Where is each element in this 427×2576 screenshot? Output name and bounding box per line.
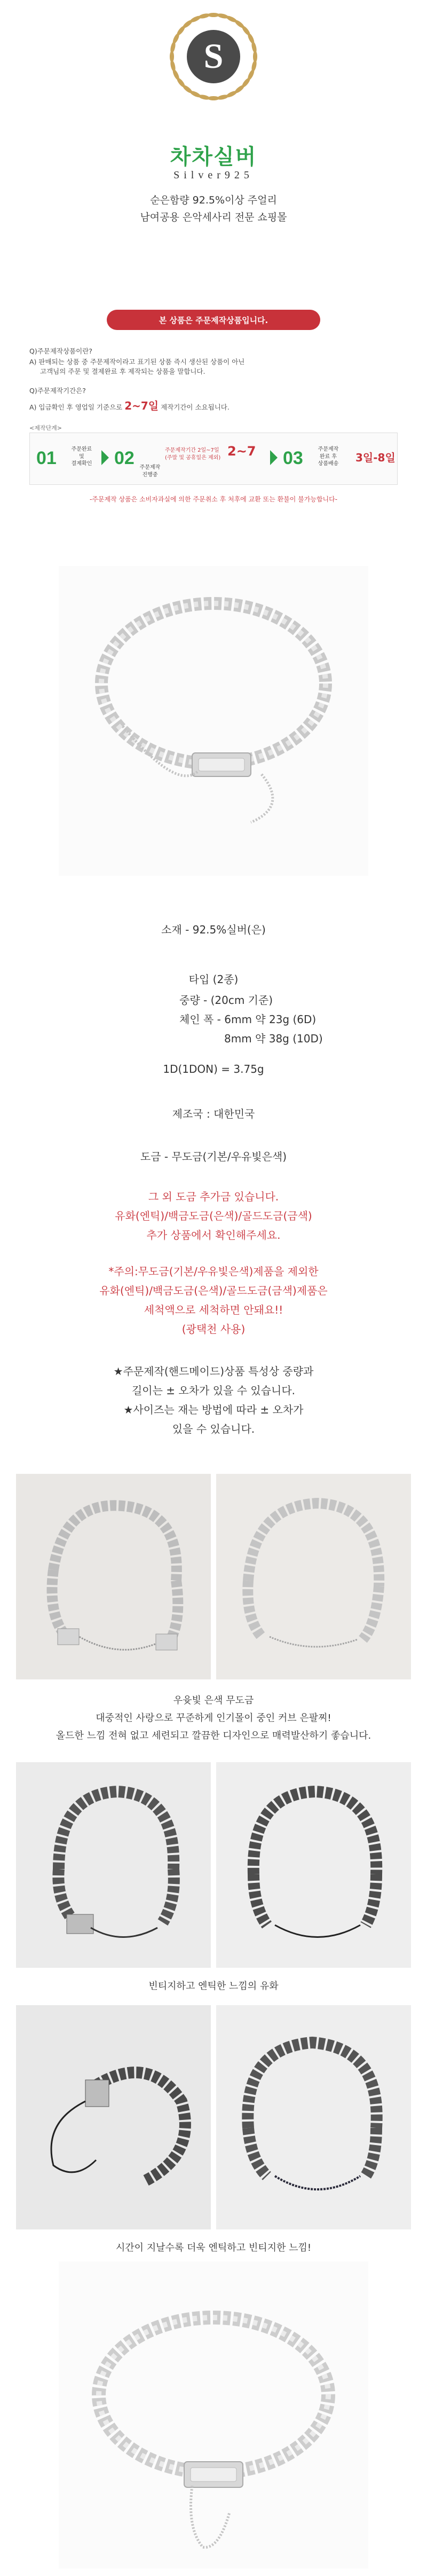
caption-silver-2: 대중적인 사랑으로 꾸준하게 인기몰이 중인 커브 은팔찌! — [96, 1713, 331, 1724]
bracelet-photo — [216, 1762, 411, 1968]
bracelet-photo-main — [59, 566, 368, 876]
notice-banner: 본 상품은 주문제작상품입니다. — [107, 310, 320, 330]
step-2-red-line2: (주말 및 공휴일은 제외) — [165, 455, 221, 461]
bracelet-photo — [16, 1474, 211, 1679]
type: 타입 (2종) — [188, 973, 239, 986]
step-3-text-line2: 완료 후 — [319, 453, 337, 460]
faq-question-1: Q)주문제작상품이란? — [29, 347, 92, 355]
production-days: 2~7일 — [124, 399, 159, 412]
custom-order-notice — [29, 299, 398, 503]
step-2-red-text — [165, 447, 220, 462]
brand-logo — [160, 3, 267, 110]
faq-question-2: Q)주문제작기간은? — [29, 387, 86, 395]
faq-answer-1-line1: A) 판매되는 상품 중 주문제작이라고 표기된 상품 즉시 생산된 상품이 아닌 — [29, 358, 245, 366]
step-1-number: 01 — [36, 448, 57, 468]
caution-4: (광택천 사용) — [181, 1323, 246, 1336]
product-photo-silver-1 — [16, 1474, 211, 1679]
step-2-red-line1: 주문제작기간 2일~7일 — [165, 447, 219, 453]
chain-6mm: 체인 폭 - 6mm 약 23g (6D) — [179, 1013, 317, 1026]
product-photo-silver-2 — [216, 1474, 411, 1679]
note-4: 있을 수 있습니다. — [172, 1423, 255, 1435]
product-photo-antique-2 — [216, 1762, 411, 1968]
faq-answer-2-suffix: 제작기간이 소요됩니다. — [161, 403, 230, 411]
caption-antique: 빈티지하고 엔틱한 느낌의 유화 — [148, 1981, 279, 1992]
logo-badge — [187, 30, 240, 83]
production-steps — [29, 433, 398, 485]
product-photo-antique-1 — [16, 1762, 211, 1968]
brand-name: 차차실버 — [170, 145, 257, 169]
product-photo-main — [59, 566, 368, 876]
chain-8mm: 8mm 약 38g (10D) — [224, 1032, 323, 1045]
step-3-text-line3: 상품배송 — [318, 461, 339, 467]
step-1-text — [65, 446, 98, 468]
bracelet-photo — [216, 1474, 411, 1679]
step-1-text-line3: 결제확인 — [71, 461, 92, 467]
note-2: 길이는 ± 오차가 있을 수 있습니다. — [131, 1384, 296, 1397]
note-1: ★주문제작(핸드메이드)상품 특성상 중량과 — [113, 1365, 314, 1378]
product-photo-antique-4 — [216, 2005, 411, 2229]
note-3: ★사이즈는 재는 방법에 따라 ± 오차가 — [123, 1403, 304, 1416]
step-2-text — [137, 464, 163, 478]
brand-description-1: 순은함량 92.5%이상 주얼리 — [150, 194, 277, 206]
steps-title: <제작단계> — [29, 425, 62, 431]
bracelet-photo — [216, 2005, 411, 2229]
product-photo-antique-3 — [16, 2005, 211, 2229]
step-3-text — [312, 446, 345, 468]
product-photo-bottom — [59, 2261, 368, 2569]
brand-description-2: 남여공용 은악세사리 전문 쇼핑몰 — [140, 211, 287, 223]
don-conversion: 1D(1DON) = 3.75g — [163, 1063, 264, 1075]
step-1-text-line2: 및 — [79, 453, 84, 460]
bracelet-photo — [16, 2005, 211, 2229]
step-2-text-line2: 진행중 — [142, 472, 158, 478]
plating-extra-1: 그 외 도금 추가금 있습니다. — [148, 1190, 279, 1203]
faq-answer-2 — [29, 397, 230, 413]
material: 소재 - 92.5%실버(은) — [161, 923, 266, 936]
refund-warning: -주문제작 상품은 소비자과실에 의한 주문취소 후 처후에 교환 또는 환불이 불가능합니다- — [89, 496, 338, 503]
step-3-text-line1: 주문제작 — [318, 446, 339, 452]
step-2-text-line1: 주문제작 — [139, 465, 161, 470]
origin: 제조국 : 대한민국 — [172, 1108, 255, 1120]
logo-letter: S — [203, 37, 224, 76]
faq-answer-1-line2: 고객님의 주문 및 결제완료 후 제작되는 상품을 말합니다. — [40, 367, 205, 375]
faq-answer-2-prefix: A) 입금확인 후 영업일 기준으로 — [29, 403, 123, 411]
brand-header — [0, 0, 427, 224]
caution-3: 세척액으로 세척하면 안돼요!! — [144, 1303, 283, 1316]
caption-silver-1: 우윳빛 은색 무도금 — [173, 1695, 254, 1706]
brand-english-name: Silver925 — [173, 169, 254, 181]
bracelet-photo-bottom — [59, 2261, 368, 2569]
arrow-right-icon — [101, 450, 109, 465]
plating-extra-3: 추가 상품에서 확인해주세요. — [146, 1229, 281, 1242]
bracelet-photo — [16, 1762, 211, 1968]
step-1-text-line1: 주문완료 — [71, 446, 92, 452]
step-3-number: 03 — [283, 448, 303, 468]
caution-1: *주의:무도금(기본/우유빛은색)제품을 제외한 — [108, 1265, 319, 1278]
plating-extra-2: 유화(엔틱)/백금도금(은색)/골드도금(금색) — [115, 1210, 312, 1222]
step-3-days: 3일-8일 — [355, 451, 396, 464]
plating: 도금 - 무도금(기본/우유빛은색) — [140, 1150, 287, 1163]
weight-label: 중량 - (20cm 기준) — [179, 994, 273, 1007]
caption-silver-3: 올드한 느낌 전혀 없고 세련되고 깔끔한 디자인으로 매력발산하기 좋습니다. — [56, 1730, 371, 1741]
caution-2: 유화(엔틱)/백금도금(은색)/골드도금(금색)제품은 — [99, 1284, 328, 1297]
step-2-number: 02 — [114, 448, 135, 468]
arrow-right-icon — [270, 450, 278, 465]
step-2-days: 2~7 — [227, 444, 256, 459]
caption-vintage: 시간이 지날수록 더욱 엔틱하고 빈티지한 느낌! — [115, 2242, 312, 2253]
